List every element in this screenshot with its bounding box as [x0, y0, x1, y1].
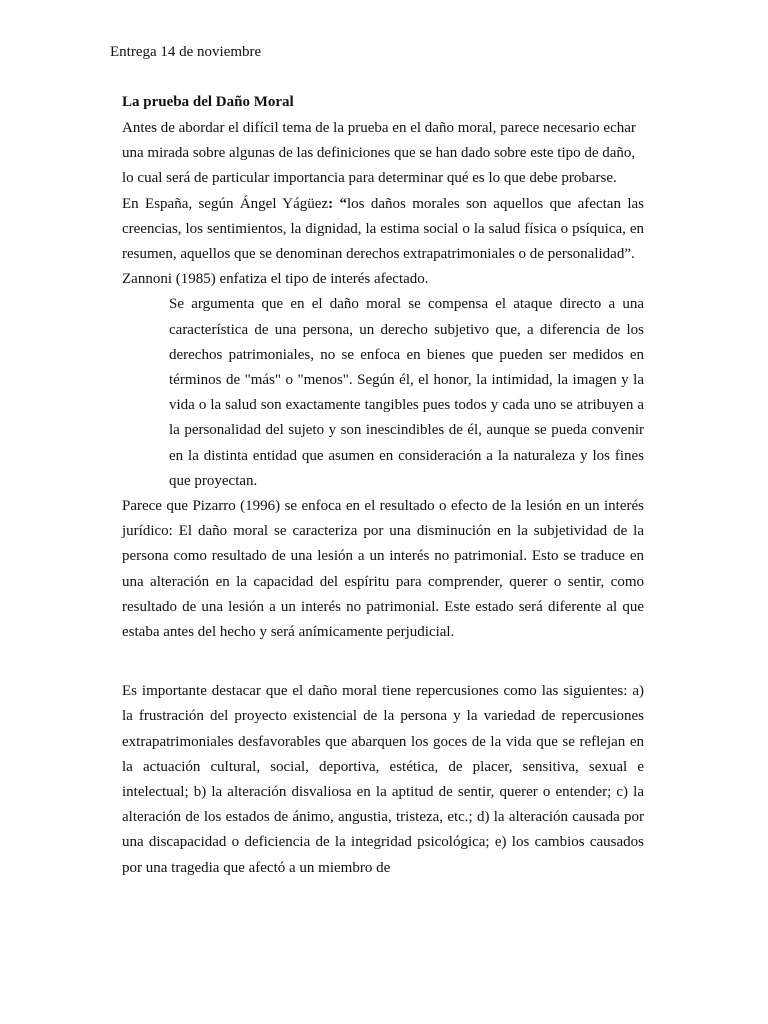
paragraph-spain — [122, 192, 644, 268]
paragraph-pizarro: Parece que Pizarro (1996) se enfoca en el resultado o efecto de la lesión en un interés jurídico: El daño moral se caracteriza por una disminución en la subjetividad de la persona como resultado de una lesión a un interés no patrimonial. Esto se traduce en una alteración en la capacidad del espíritu para comprender, querer o sentir, como resultado de una lesión a un interés no patrimonial. Este estado será diferente al que estaba antes del hecho y será anímicamente perjudicial. — [122, 498, 644, 641]
spain-lead-text: En España, según Ángel Yágüez — [122, 195, 329, 212]
spain-colon-text: : “ — [328, 195, 347, 212]
paragraph-spacer — [122, 645, 644, 679]
paragraph-zannoni: Zannoni (1985) enfatiza el tipo de interés afectado. — [122, 271, 429, 288]
block-quote: Se argumenta que en el daño moral se compensa el ataque directo a una característica de una persona, un derecho subjetivo que, a diferencia de los derechos patrimoniales, no se enfoca en bienes que pueden ser medidos en términos de "más" o "menos". Según él, el honor, la intimidad, la imagen y la vida o la salud son exactamente tangibles pues todos y cada uno se atribuyen a la personalidad del sujeto y son inescindibles de él, aunque se pueda convenir en la distinta entidad que asumen en consideración a la naturaleza y los fines que proyectan. — [169, 296, 644, 489]
document-title: La prueba del Daño Moral — [122, 94, 294, 110]
paragraph-intro: Antes de abordar el difícil tema de la prueba en el daño moral, parece necesario echar una mirada sobre algunas de las definiciones que se han dado sobre este tipo de daño, lo cual será de particular importancia para determinar qué es lo que debe probarse. — [122, 120, 636, 187]
spain-quote-text: los daños morales son aquellos que afectan las creencias, los sentimientos, la dignidad, la estima social o la salud física o psíquica, en resumen, aquellos que se denominan derechos extrapatrimoniales o de personalidad”. — [122, 195, 644, 263]
paragraph-repercusiones: Es importante destacar que el daño moral tiene repercusiones como las siguientes: a) la frustración del proyecto existencial de la persona y la variedad de repercusiones extrapatrimoniales desfavorables que abarquen los goces de la vida que se reflejan en la actuación cultural, social, deportiva, estética, de placer, sensitiva, sexual e intelectual; b) la alteración disvaliosa en la aptitud de sentir, querer o entender; c) la alteración de los estados de ánimo, angustia, tristeza, etc.; d) la alteración causada por una discapacidad o deficiencia de la integridad psicológica; e) los cambios causados por una tragedia que afectó a un miembro de — [122, 683, 644, 876]
page-header: Entrega 14 de noviembre — [110, 44, 262, 60]
document-body — [122, 91, 644, 881]
